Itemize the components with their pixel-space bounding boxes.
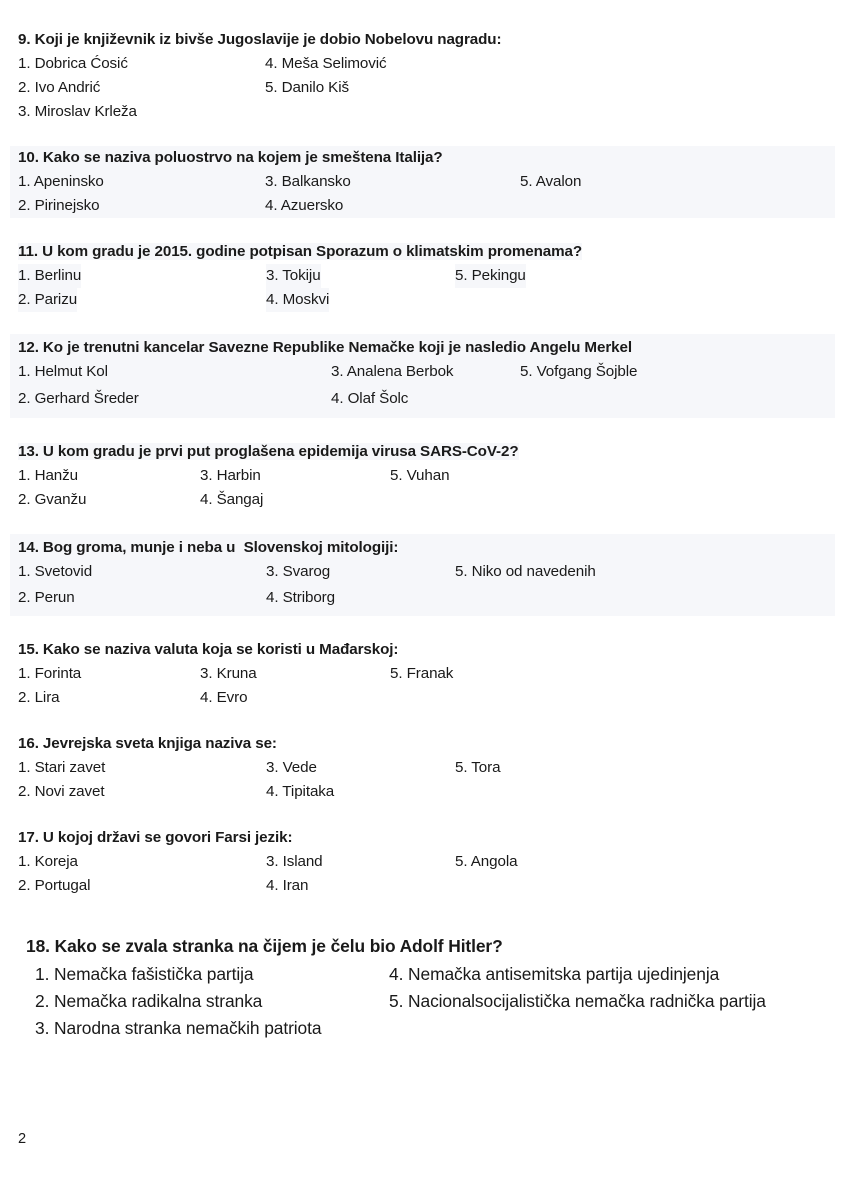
question-block-17 bbox=[18, 826, 835, 898]
option-row bbox=[18, 387, 827, 414]
question-block-16 bbox=[18, 732, 835, 804]
option-row bbox=[18, 662, 835, 686]
option-item: 2. Parizu bbox=[18, 288, 77, 312]
option-item: 1. Helmut Kol bbox=[18, 363, 108, 381]
question-title-15: 15. Kako se naziva valuta koja se koristi u Mađarskoj: bbox=[18, 641, 399, 659]
option-item: 4. Iran bbox=[266, 877, 309, 895]
option-item: 3. Kruna bbox=[200, 665, 257, 683]
option-item: 1. Nemačka fašistička partija bbox=[35, 964, 254, 985]
option-item: 5. Tora bbox=[455, 759, 501, 777]
question-block-11 bbox=[10, 240, 835, 312]
question-title-9: 9. Koji je književnik iz bivše Jugoslavije je dobio Nobelovu nagradu: bbox=[18, 31, 502, 48]
option-row bbox=[18, 756, 835, 780]
option-item: 3. Svarog bbox=[266, 563, 331, 581]
option-item: 4. Olaf Šolc bbox=[331, 390, 409, 408]
question-title-17: 17. U kojoj državi se govori Farsi jezik: bbox=[18, 829, 293, 847]
option-item: 2. Novi zavet bbox=[18, 783, 105, 801]
option-item: 5. Avalon bbox=[520, 173, 582, 191]
question-block-10 bbox=[10, 146, 835, 218]
option-item: 5. Vofgang Šojble bbox=[520, 363, 638, 381]
option-row bbox=[18, 288, 835, 312]
option-row bbox=[18, 264, 835, 288]
option-item: 4. Striborg bbox=[266, 589, 335, 607]
option-row bbox=[18, 686, 835, 710]
option-row bbox=[18, 780, 835, 804]
option-item: 2. Lira bbox=[18, 689, 60, 707]
option-row bbox=[18, 586, 827, 612]
option-item: 1. Hanžu bbox=[18, 467, 78, 485]
option-item: 3. Narodna stranka nemačkih patriota bbox=[35, 1018, 322, 1039]
question-title-18: 18. Kako se zvala stranka na čijem je čelu bio Adolf Hitler? bbox=[26, 936, 503, 957]
question-title-11: 11. U kom gradu je 2015. godine potpisan Sporazum o klimatskim promenama? bbox=[18, 243, 583, 261]
option-item: 3. Tokiju bbox=[266, 264, 321, 288]
option-item: 3. Harbin bbox=[200, 467, 261, 485]
question-title-16: 16. Jevrejska sveta knjiga naziva se: bbox=[18, 735, 277, 753]
option-item: 4. Evro bbox=[200, 689, 248, 707]
option-row bbox=[18, 850, 835, 874]
option-item: 2. Ivo Andrić bbox=[18, 79, 101, 97]
option-item: 1. Berlinu bbox=[18, 264, 81, 288]
option-item: 5. Niko od navedenih bbox=[455, 563, 596, 581]
option-item: 5. Pekingu bbox=[455, 264, 526, 288]
option-row bbox=[18, 194, 827, 218]
option-row bbox=[18, 76, 835, 100]
option-item: 1. Forinta bbox=[18, 665, 82, 683]
option-item: 2. Perun bbox=[18, 589, 75, 607]
option-item: 1. Stari zavet bbox=[18, 759, 106, 777]
option-row bbox=[18, 360, 827, 387]
option-item: 2. Portugal bbox=[18, 877, 91, 895]
option-row bbox=[18, 560, 827, 586]
option-row bbox=[18, 100, 835, 124]
option-item: 1. Apeninsko bbox=[18, 173, 104, 191]
option-item: 3. Vede bbox=[266, 759, 317, 777]
question-title-13: 13. U kom gradu je prvi put proglašena epidemija virusa SARS-CoV-2? bbox=[18, 443, 519, 461]
option-item: 4. Azuersko bbox=[265, 197, 344, 215]
option-row bbox=[26, 987, 850, 1014]
question-block-18 bbox=[26, 932, 850, 1041]
option-item: 3. Balkansko bbox=[265, 173, 351, 191]
option-item: 1. Koreja bbox=[18, 853, 78, 871]
option-item: 1. Dobrica Ćosić bbox=[18, 55, 128, 73]
option-item: 2. Pirinejsko bbox=[18, 197, 100, 215]
option-item: 5. Danilo Kiš bbox=[265, 79, 349, 97]
option-row bbox=[18, 52, 835, 76]
option-item: 2. Nemačka radikalna stranka bbox=[35, 991, 263, 1012]
question-title-14: 14. Bog groma, munje i neba u Slovenskoj mitologiji: bbox=[18, 539, 399, 557]
option-item: 2. Gerhard Šreder bbox=[18, 390, 139, 408]
option-item: 5. Nacionalsocijalistička nemačka radnička partija bbox=[389, 991, 766, 1012]
option-item: 2. Gvanžu bbox=[18, 491, 87, 509]
option-item: 3. Miroslav Krleža bbox=[18, 103, 137, 121]
option-row bbox=[18, 170, 827, 194]
question-block-15 bbox=[18, 638, 835, 710]
option-item: 4. Meša Selimović bbox=[265, 55, 387, 73]
option-row bbox=[26, 1014, 850, 1041]
option-row bbox=[26, 960, 850, 987]
question-title-10: 10. Kako se naziva poluostrvo na kojem je smeštena Italija? bbox=[18, 149, 443, 167]
question-block-14 bbox=[10, 534, 835, 616]
option-item: 3. Analena Berbok bbox=[331, 363, 454, 381]
option-item: 5. Vuhan bbox=[390, 467, 450, 485]
question-block-13 bbox=[10, 440, 835, 512]
option-item: 5. Franak bbox=[390, 665, 454, 683]
option-item: 4. Šangaj bbox=[200, 491, 264, 509]
page-number: 2 bbox=[18, 1131, 27, 1147]
option-item: 4. Moskvi bbox=[266, 288, 329, 312]
option-item: 4. Tipitaka bbox=[266, 783, 335, 801]
question-title-12: 12. Ko je trenutni kancelar Savezne Republike Nemačke koji je nasledio Angelu Merkel bbox=[18, 339, 632, 357]
option-item: 4. Nemačka antisemitska partija ujedinjenja bbox=[389, 964, 720, 985]
option-item: 1. Svetovid bbox=[18, 563, 93, 581]
option-row bbox=[18, 488, 835, 512]
question-block-9 bbox=[18, 28, 835, 124]
option-item: 3. Island bbox=[266, 853, 323, 871]
option-row bbox=[18, 464, 835, 488]
question-block-12 bbox=[10, 334, 835, 418]
option-row bbox=[18, 874, 835, 898]
option-item: 5. Angola bbox=[455, 853, 518, 871]
